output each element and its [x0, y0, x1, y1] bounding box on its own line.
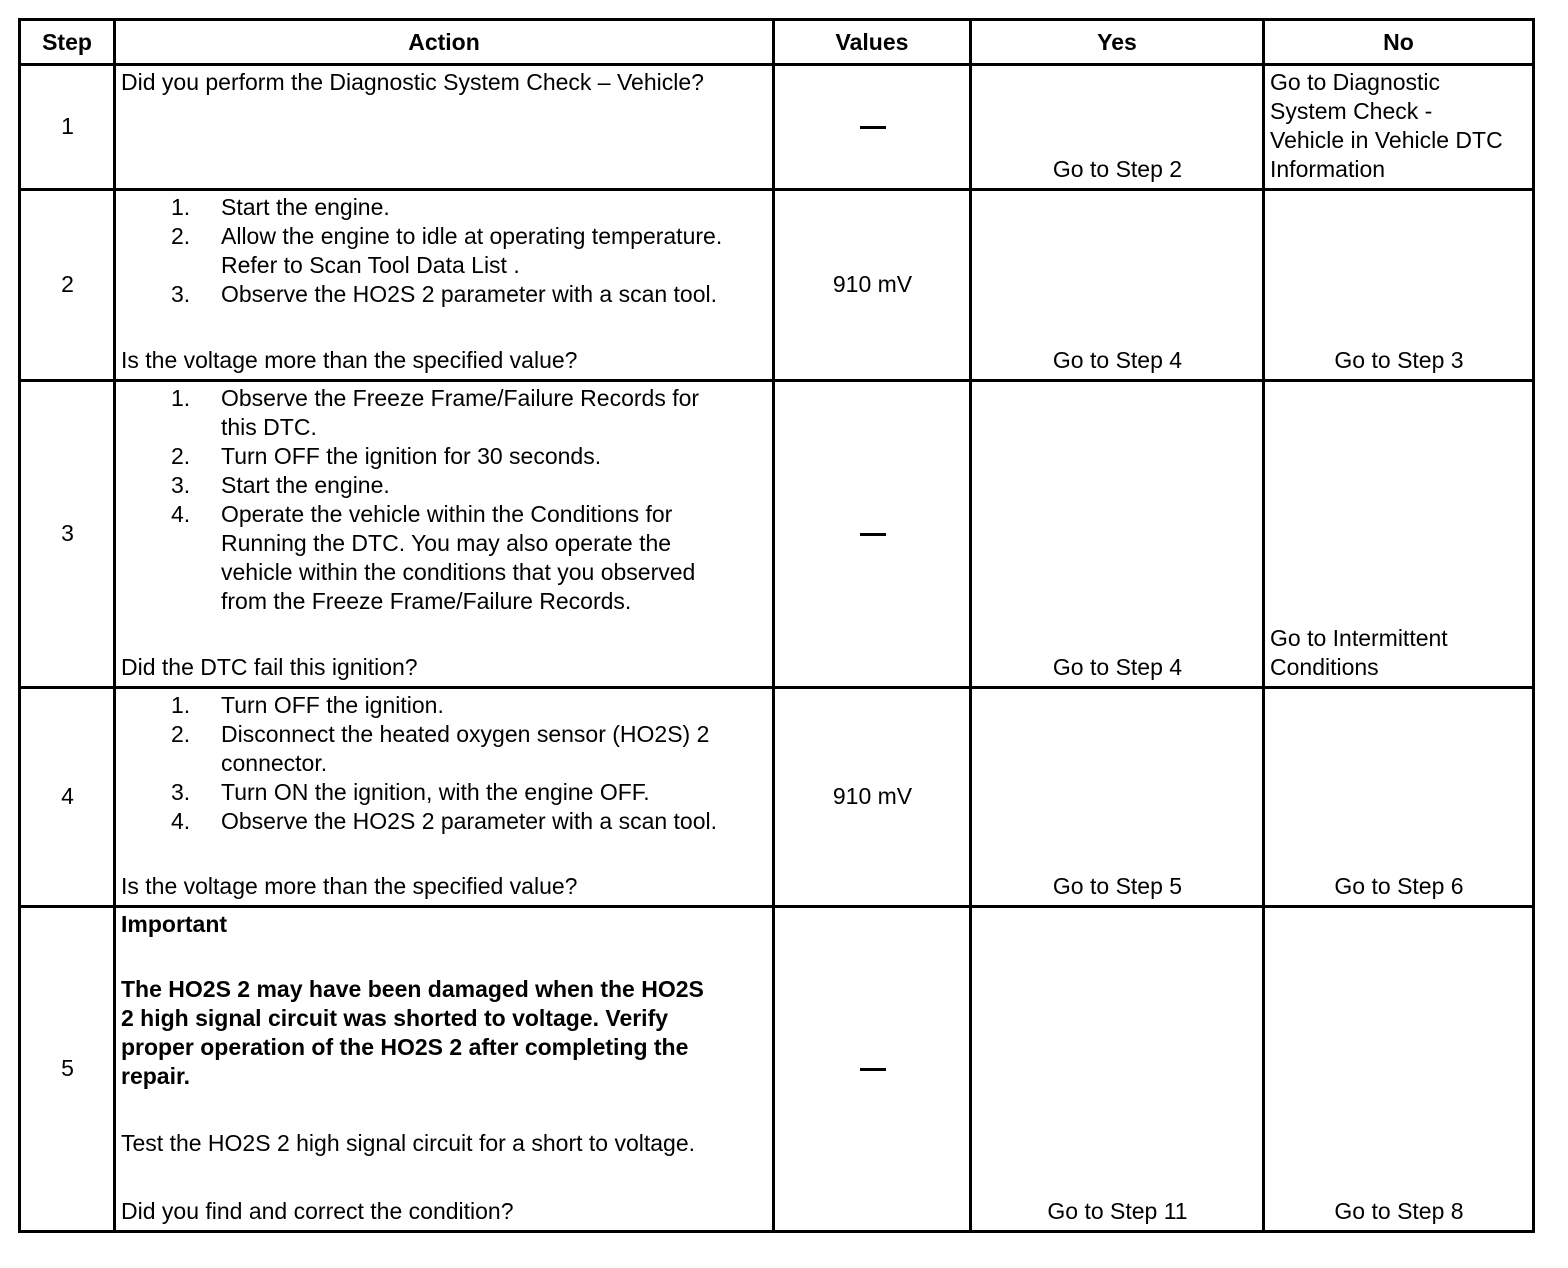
- diagnostic-table: [18, 18, 1535, 1233]
- important-note: The HO2S 2 may have been damaged when the HO2S 2 high signal circuit was shorted to voltage. Verify proper operation of the HO2S 2 after completing the repair.: [121, 976, 704, 1089]
- action-question: Did you perform the Diagnostic System Check – Vehicle?: [121, 69, 704, 95]
- no-line: Go to Intermittent: [1270, 625, 1448, 651]
- yes-link[interactable]: Go to Step 11: [971, 907, 1264, 1232]
- action-cell: [115, 688, 774, 907]
- important-label: Important: [121, 911, 228, 937]
- yes-link[interactable]: Go to Step 4: [971, 381, 1264, 688]
- yes-link[interactable]: Go to Step 4: [971, 190, 1264, 381]
- table-row-step-4: [20, 688, 1534, 907]
- action-question: Is the voltage more than the specified value?: [121, 347, 578, 373]
- no-line: Information: [1270, 156, 1386, 182]
- action-cell: [115, 190, 774, 381]
- action-cell: [115, 907, 774, 1232]
- em-dash: [860, 126, 886, 129]
- list-item: 1. Observe the Freeze Frame/Failure Records for this DTC.: [171, 385, 700, 440]
- action-cell: [115, 65, 774, 190]
- list-item: 1. Turn OFF the ignition.: [171, 692, 444, 718]
- list-item: 2. Disconnect the heated oxygen sensor (HO2S) 2 connector.: [171, 721, 710, 776]
- action-steps-list: [121, 384, 768, 616]
- no-link[interactable]: Go to Step 3: [1264, 190, 1534, 381]
- header-step: Step: [20, 20, 115, 65]
- no-link[interactable]: Go to Step 6: [1264, 688, 1534, 907]
- header-row: [20, 20, 1534, 65]
- no-line: Go to Diagnostic: [1270, 69, 1441, 95]
- list-item: 2. Allow the engine to idle at operating temperature. Refer to Scan Tool Data List .: [121, 222, 768, 280]
- no-link[interactable]: [1264, 381, 1534, 688]
- values-cell: 910 mV: [774, 688, 971, 907]
- yes-link[interactable]: Go to Step 2: [971, 65, 1264, 190]
- step-number: 2: [20, 190, 115, 381]
- scan-tool-data-list-link[interactable]: Refer to Scan Tool Data List .: [221, 252, 520, 278]
- header-yes: Yes: [971, 20, 1264, 65]
- no-line: Vehicle in Vehicle DTC: [1270, 127, 1503, 153]
- yes-link[interactable]: Go to Step 5: [971, 688, 1264, 907]
- values-cell: 910 mV: [774, 190, 971, 381]
- values-cell: [774, 381, 971, 688]
- action-steps-list: [121, 193, 768, 309]
- action-steps-list: [121, 691, 768, 836]
- no-line: Conditions: [1270, 654, 1379, 680]
- action-instruction: Test the HO2S 2 high signal circuit for a short to voltage.: [121, 1130, 696, 1156]
- values-cell: [774, 907, 971, 1232]
- list-item: 3. Turn ON the ignition, with the engine OFF.: [171, 779, 650, 805]
- header-values: Values: [774, 20, 971, 65]
- header-action: Action: [115, 20, 774, 65]
- header-no: No: [1264, 20, 1534, 65]
- table-row-step-2: [20, 190, 1534, 381]
- action-question: Did you find and correct the condition?: [121, 1198, 514, 1224]
- table-row-step-5: [20, 907, 1534, 1232]
- list-item: 3. Start the engine.: [171, 472, 390, 498]
- list-item: 1. Start the engine.: [171, 194, 390, 220]
- table-row-step-3: [20, 381, 1534, 688]
- no-link[interactable]: Go to Step 8: [1264, 907, 1534, 1232]
- no-link[interactable]: [1264, 65, 1534, 190]
- list-item: 4. Operate the vehicle within the Conditions for Running the DTC. You may also operate the vehicle within the conditions that you observed from the Freeze Frame/Failure Records.: [171, 501, 696, 614]
- step-number: 3: [20, 381, 115, 688]
- list-item: 2. Turn OFF the ignition for 30 seconds.: [171, 443, 602, 469]
- action-cell: [115, 381, 774, 688]
- action-question: Did the DTC fail this ignition?: [121, 654, 418, 680]
- table-row-step-1: [20, 65, 1534, 190]
- em-dash: [860, 533, 886, 536]
- step-number: 1: [20, 65, 115, 190]
- step-number: 5: [20, 907, 115, 1232]
- list-item: 3. Observe the HO2S 2 parameter with a scan tool.: [171, 281, 718, 307]
- step-number: 4: [20, 688, 115, 907]
- list-item: 4. Observe the HO2S 2 parameter with a scan tool.: [171, 808, 718, 834]
- no-line: System Check -: [1270, 98, 1433, 124]
- action-question: Is the voltage more than the specified value?: [121, 873, 578, 899]
- values-cell: [774, 65, 971, 190]
- em-dash: [860, 1068, 886, 1071]
